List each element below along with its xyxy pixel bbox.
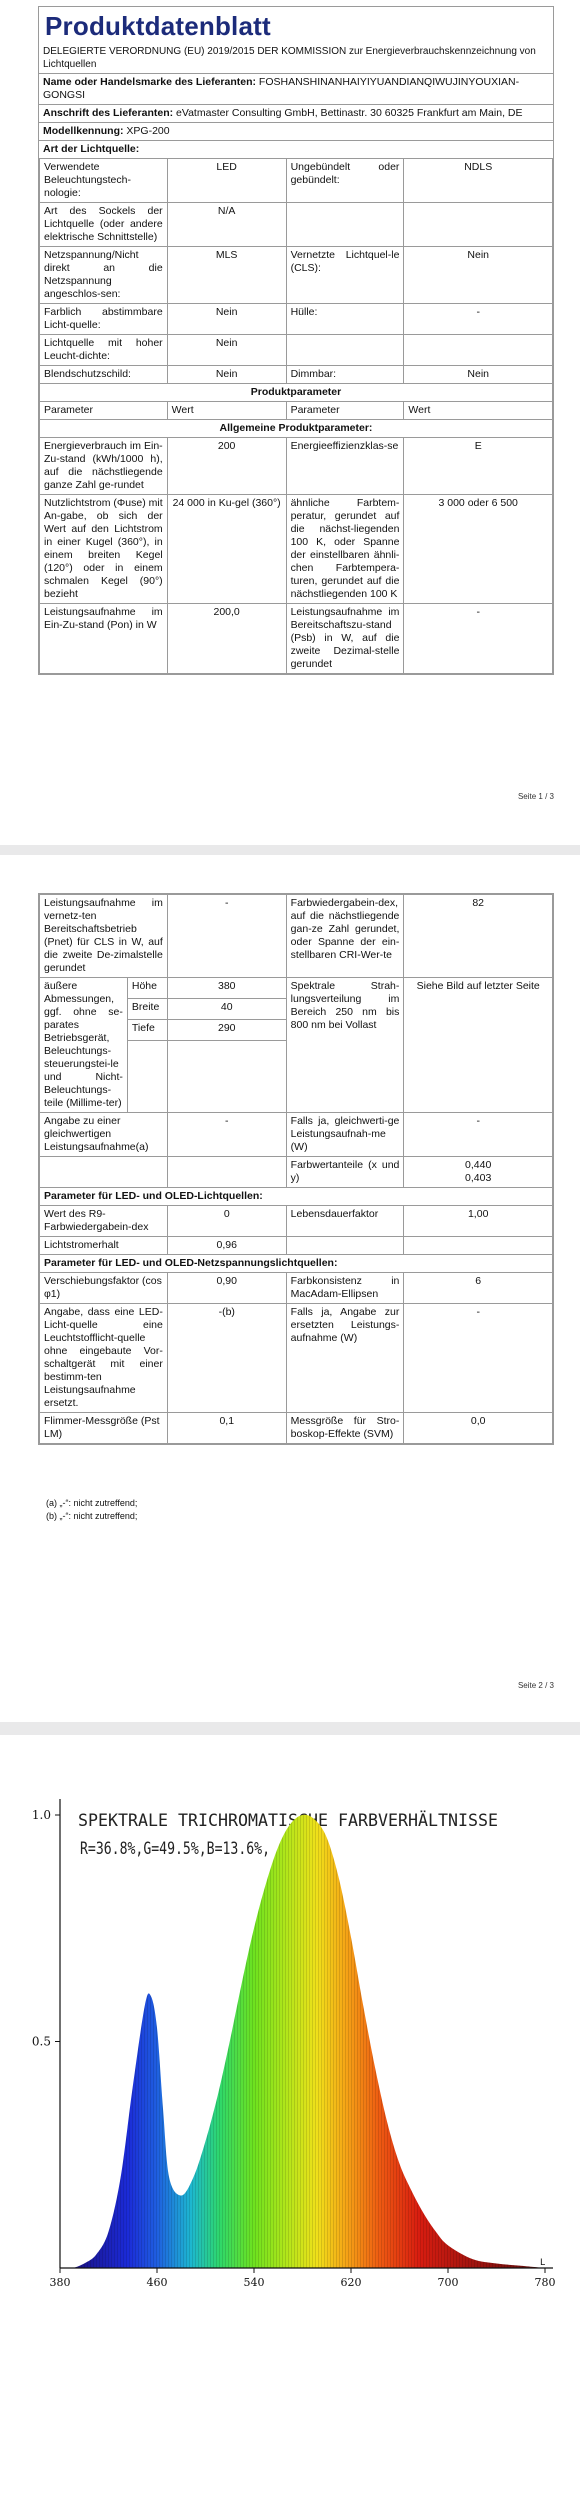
footnote-a: (a) „-“: nicht zutreffend; [46,1498,138,1508]
y-tick-label: 0.5 [31,2034,51,2049]
spectrum-chart [0,1735,580,2510]
supplier-name-value: FOSHANSHINANHAIYIYUANDIANQIWUJINYOUXIAN-GONGSI [43,76,520,101]
row-value: 200 [167,438,286,495]
row-label: Blendschutzschild: [40,366,168,384]
row-value: NDLS [404,159,553,203]
stroboscopic-value: 0,0 [404,1413,553,1444]
r9-value: 0 [167,1206,286,1237]
replacement-label-2: Falls ja, Angabe zur ersetzten Leistungs-aufnahme (W) [286,1304,404,1413]
row-value: 24 000 in Ku-gel (360°) [167,495,286,604]
page-number: Seite 2 / 3 [517,1681,554,1690]
row-label [286,335,404,366]
row-label: Farbwiedergabein-dex, auf die nächstliegende gan-ze Zahl gerundet, oder Spanne der ein-stellbaren CRI-Wer-te [286,895,404,978]
table-row [40,1206,553,1237]
row-label: Nutzlichtstrom (Φuse) mit An-gabe, ob sich der Wert auf den Lichtstrom in einer Kugel (360°), in einem breiten Kegel (120°) oder in einem schmalen Kegel (90°) bezieht [40,495,168,604]
flicker-label: Flimmer-Messgröße (Pst LM) [40,1413,168,1444]
dim-name: Tiefe [127,1020,167,1041]
table-row [40,366,553,384]
regulation-text: DELEGIERTE VERORDNUNG (EU) 2019/2015 DER KOMMISSION zur Energieverbrauchskennzeichnung von Lichtquellen [43,46,536,70]
replacement-label: Angabe, dass eine LED-Licht-quelle eine Leuchtstofflicht-quelle ohne eingebaute Vor-schaltgerät mit einer bestimm-ten Leistungsaufnahme ersetzt. [40,1304,168,1413]
row-label: Energieeffizienzklas-se [286,438,404,495]
row-label: Ungebündelt oder gebündelt: [286,159,404,203]
x-tick-label: 380 [49,2276,71,2289]
flux-maintenance-value: 0,96 [167,1237,286,1255]
row-label: Vernetzte Lichtquel-le (CLS): [286,247,404,304]
table-row [40,1157,553,1188]
row-value: - [167,895,286,978]
spectral-label: Spektrale Strah-lungsverteilung im Bereich 250 nm bis 800 nm bei Vollast [286,978,404,1113]
page-gap [0,845,580,855]
row-value [404,203,553,247]
page-gap [0,1722,580,1735]
r9-label: Wert des R9-Farbwiedergabein-dex [40,1206,168,1237]
table-row [40,1113,553,1157]
x-axis-end-marker: L [540,2258,546,2268]
general-params-heading: Allgemeine Produktparameter: [40,420,553,438]
macadam-value: 6 [404,1273,553,1304]
dim-name: Höhe [127,978,167,999]
row-value: Nein [404,366,553,384]
row-label: Farblich abstimmbare Licht-quelle: [40,304,168,335]
row-value: Nein [167,335,286,366]
footnotes [46,1497,137,1523]
model-row [39,122,553,140]
table-row [40,304,553,335]
equiv-label: Angabe zu einer gleichwertigen Leistungsaufnahme(a) [40,1113,168,1157]
row-label: ähnliche Farbtem-peratur, gerundet auf die nächst-liegenden 100 K, oder Spanne der einstellbaren ähnli-chen Farbtempera-turen, gerundet auf die nächstliegenden 100 K [286,495,404,604]
row-label: Art des Sockels der Lichtquelle (oder andere elektrische Schnittstelle) [40,203,168,247]
color-coordinates-label: Farbwertanteile (x und y) [286,1157,404,1188]
x-tick-label: 620 [340,2276,362,2289]
footnote-b: (b) „-“: nicht zutreffend; [46,1511,138,1521]
col-param-1: Parameter [40,402,168,420]
row-label: Hülle: [286,304,404,335]
row-label: Leistungsaufnahme im vernetz-ten Bereitschaftsbetrieb (Pnet) für CLS in W, auf die zweite De-zimalstelle gerundet [40,895,168,978]
page-title: Produktdatenblatt [45,11,271,41]
row-value: N/A [167,203,286,247]
table-row [40,159,553,203]
light-source-heading: Art der Lichtquelle: [39,140,553,158]
datasheet-table-1 [38,6,554,675]
col-value-1: Wert [167,402,286,420]
row-value: LED [167,159,286,203]
table-row [40,1413,553,1444]
supplier-name-label: Name oder Handelsmarke des Lieferanten: [43,76,256,88]
dim-value: 290 [167,1020,286,1041]
supplier-name-row [39,73,553,104]
x-tick-label: 540 [243,2276,265,2289]
supplier-address-row [39,104,553,122]
page-number: Seite 1 / 3 [517,792,554,801]
spectrum-texture [60,1815,545,2268]
row-value: 200,0 [167,604,286,674]
table-row [40,1273,553,1304]
mains-params-heading: Parameter für LED- und OLED-Netzspannungslichtquellen: [40,1255,553,1273]
table-row [40,604,553,674]
col-param-2: Parameter [286,402,404,420]
led-params-heading: Parameter für LED- und OLED-Lichtquellen: [40,1188,553,1206]
col-value-2: Wert [404,402,553,420]
table-row [40,335,553,366]
datasheet-page-3 [0,1735,580,2510]
row-label: Verwendete Beleuchtungstech-nologie: [40,159,168,203]
row-value [404,335,553,366]
row-value: - [404,304,553,335]
dim-value: 380 [167,978,286,999]
supplier-address-value: eVatmaster Consulting GmbH, Bettinastr. 30 60325 Frankfurt am Main, DE [176,107,523,119]
table-row [40,438,553,495]
model-label: Modellkennung: [43,125,124,137]
row-label: Dimmbar: [286,366,404,384]
row-label: Energieverbrauch im Ein-Zu-stand (kWh/1000 h), auf die nächstliegende ganze Zahl ge-rundet [40,438,168,495]
table-row [40,495,553,604]
table-row [40,1237,553,1255]
power-factor-value: 0,90 [167,1273,286,1304]
lifetime-label: Lebensdauerfaktor [286,1206,404,1237]
power-factor-label: Verschiebungsfaktor (cos φ1) [40,1273,168,1304]
row-label [286,203,404,247]
table-row [40,1304,553,1413]
row-label: Leistungsaufnahme im Ein-Zu-stand (Pon) in W [40,604,168,674]
table-row [40,978,553,999]
replacement-value-2: - [404,1304,553,1413]
flux-maintenance-label: Lichtstromerhalt [40,1237,168,1255]
lifetime-value: 1,00 [404,1206,553,1237]
datasheet-table-2 [38,893,554,1445]
replacement-value: -(b) [167,1304,286,1413]
equiv-label-2: Falls ja, gleichwerti-ge Leistungsaufnah-me (W) [286,1113,404,1157]
light-source-table [39,158,553,674]
stroboscopic-label: Messgröße für Stro-boskop-Effekte (SVM) [286,1413,404,1444]
table-row [40,203,553,247]
params-table-2 [39,894,553,1444]
equiv-value-2: - [404,1113,553,1157]
row-value: 82 [404,895,553,978]
chart-title: SPEKTRALE TRICHROMATISCHE FARBVERHÄLTNISSE [78,1811,508,1831]
row-value: - [404,604,553,674]
dim-name: Breite [127,999,167,1020]
row-value: Nein [167,304,286,335]
table-row [40,895,553,978]
x-tick-label: 700 [437,2276,459,2289]
spectral-value: Siehe Bild auf letzter Seite [404,978,553,1113]
row-label: Netzspannung/Nicht direkt an die Netzspannung angeschlos-sen: [40,247,168,304]
x-tick-label: 780 [534,2276,556,2289]
product-params-heading: Produktparameter [40,384,553,402]
x-tick-label: 460 [146,2276,168,2289]
flicker-value: 0,1 [167,1413,286,1444]
chart-subtitle: R=36.8%,G=49.5%,B=13.6%, [80,1839,270,1859]
datasheet-page-2 [0,855,580,1722]
color-coordinates-value: 0,440 0,403 [404,1157,553,1188]
row-label: Lichtquelle mit hoher Leucht-dichte: [40,335,168,366]
row-label: Leistungsaufnahme im Bereitschaftszu-stand (Psb) in W, auf die zweite Dezimal-stelle gerundet [286,604,404,674]
model-value: XPG-200 [126,125,170,137]
macadam-label: Farbkonsistenz in MacAdam-Ellipsen [286,1273,404,1304]
datasheet-page-1 [0,0,580,845]
table-row [40,247,553,304]
y-tick-label: 1.0 [31,1808,51,1822]
dim-value: 40 [167,999,286,1020]
row-value: 3 000 oder 6 500 [404,495,553,604]
dimensions-label: äußere Abmessungen, ggf. ohne se-parates Betriebsgerät, Beleuchtungs-steuerungstei-le und Nicht-Beleuchtungs-teile (Millime-ter) [40,978,128,1113]
equiv-value: - [167,1113,286,1157]
row-value: Nein [167,366,286,384]
row-value: MLS [167,247,286,304]
row-value: E [404,438,553,495]
row-value: Nein [404,247,553,304]
supplier-address-label: Anschrift des Lieferanten: [43,107,174,119]
